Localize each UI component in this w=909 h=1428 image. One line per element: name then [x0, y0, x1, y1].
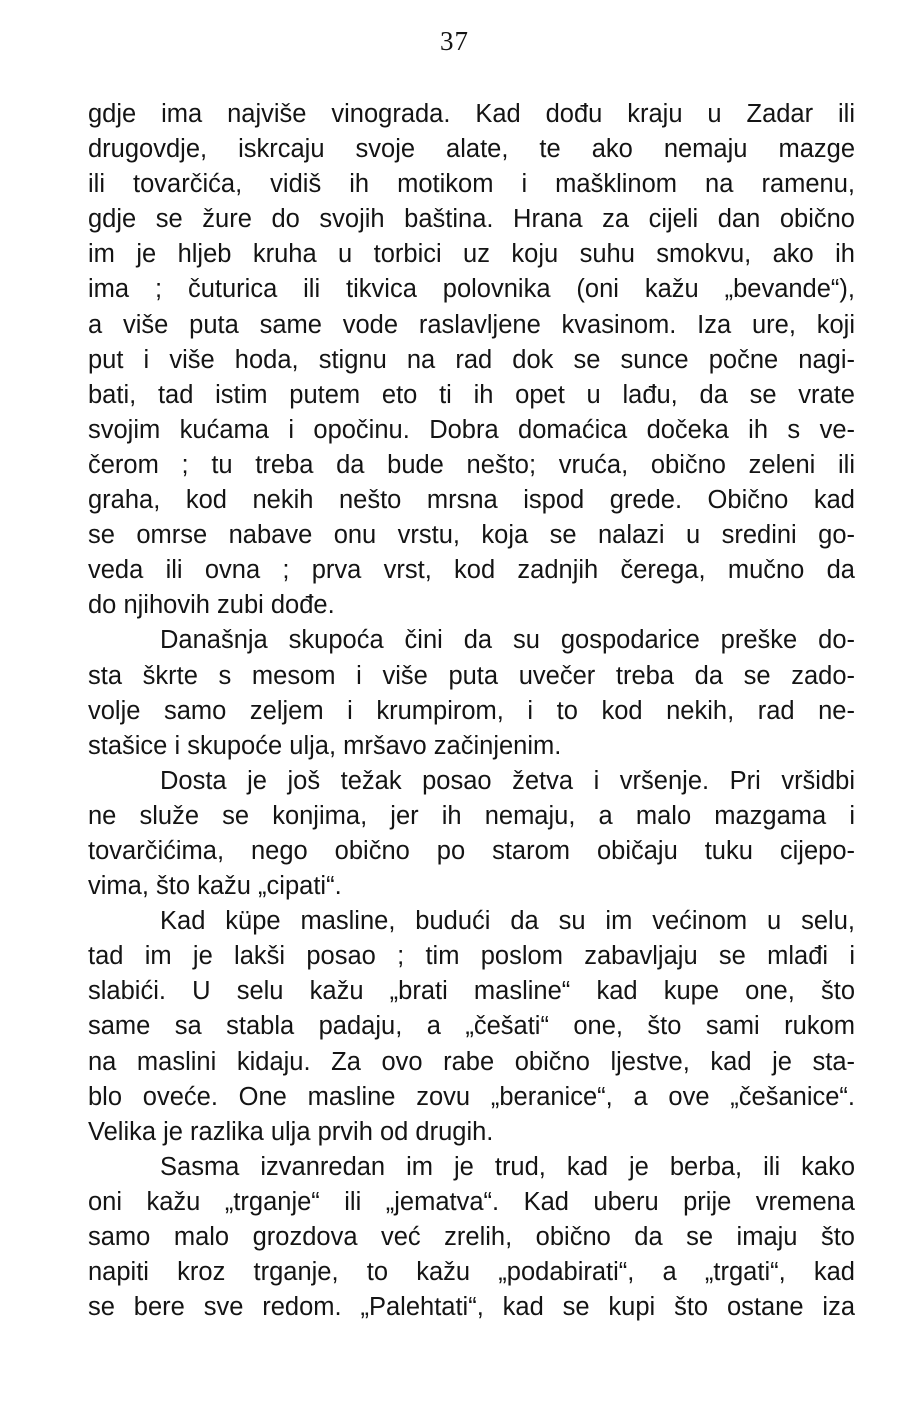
text-line: Kad küpe masline, budući da su im većinom u selu,	[160, 907, 855, 936]
text-line: drugovdje, iskrcaju svoje alate, te ako nemaju mazge	[88, 135, 855, 164]
text-line: graha, kod nekih nešto mrsna ispod grede. Obično kad	[88, 486, 855, 515]
text-line: bati, tad istim putem eto ti ih opet u lađu, da se vrate	[88, 380, 855, 409]
text-line: Sasma izvanredan im je trud, kad je berba, ili kako	[160, 1152, 855, 1181]
text-line: oni kažu „trganje“ ili „jematva“. Kad uberu prije vremena	[88, 1187, 855, 1216]
text-line: Velika je razlika ulja prvih od drugih.	[88, 1117, 494, 1146]
text-line: gdje se žure do svojih baština. Hrana za cijeli dan obično	[88, 205, 855, 234]
text-line: im je hljeb kruha u torbici uz koju suhu smokvu, ako ih	[88, 240, 855, 269]
text-line: se omrse nabave onu vrstu, koja se nalazi u sredini go-	[88, 521, 855, 550]
text-line: se bere sve redom. „Palehtati“, kad se kupi što ostane iza	[88, 1293, 855, 1322]
text-line: put i više hoda, stignu na rad dok se sunce počne nagi-	[88, 345, 855, 374]
body-text	[88, 97, 855, 1325]
text-line: svojim kućama i opočinu. Dobra domaćica dočeka ih s ve-	[88, 415, 855, 444]
page-number: 37	[440, 26, 469, 56]
text-line: a više puta same vode raslavljene kvasinom. Iza ure, koji	[88, 310, 855, 339]
text-line: samo malo grozdova već zrelih, obično da se imaju što	[88, 1223, 855, 1251]
text-line: veda ili ovna ; prva vrst, kod zadnjih čerega, mučno da	[88, 556, 855, 585]
text-line: Današnja skupoća čini da su gospodarice preške do-	[160, 626, 855, 655]
text-line: tovarčićima, nego obično po starom običaju tuku cijepo-	[88, 836, 855, 865]
text-line: napiti kroz trganje, to kažu „podabirati“, a „trgati“, kad	[88, 1258, 855, 1287]
text-line: volje samo zeljem i krumpirom, i to kod nekih, rad ne-	[88, 696, 855, 725]
text-line: slabići. U selu kažu „brati masline“ kad kupe one, što	[88, 977, 855, 1006]
text-line: tad im je lakši posao ; tim poslom zabavljaju se mlađi i	[88, 942, 855, 971]
text-line: vima, što kažu „cipati“.	[88, 872, 342, 901]
text-line: sta škrte s mesom i više puta uvečer treba da se zado-	[88, 661, 855, 690]
text-line: same sa stabla padaju, a „češati“ one, što sami rukom	[88, 1012, 855, 1041]
text-line: na maslini kidaju. Za ovo rabe obično ljestve, kad je sta-	[88, 1047, 855, 1076]
text-line: Dosta je još težak posao žetva i vršenje. Pri vršidbi	[160, 766, 855, 795]
text-line: blo oveće. One masline zovu „beranice“, a ove „češanice“.	[88, 1082, 855, 1111]
text-line: do njihovih zubi dođe.	[88, 591, 335, 620]
text-line: gdje ima najviše vinograda. Kad dođu kraju u Zadar ili	[88, 100, 855, 128]
text-line: ne služe se konjima, jer ih nemaju, a malo mazgama i	[88, 801, 855, 830]
text-line: stašice i skupoće ulja, mršavo začinjenim.	[88, 731, 562, 760]
text-line: ili tovarčića, vidiš ih motikom i mašklinom na ramenu,	[88, 170, 855, 199]
text-line: ima ; čuturica ili tikvica polovnika (oni kažu „bevande“),	[88, 275, 855, 304]
text-line: čerom ; tu treba da bude nešto; vruća, obično zeleni ili	[88, 450, 855, 479]
